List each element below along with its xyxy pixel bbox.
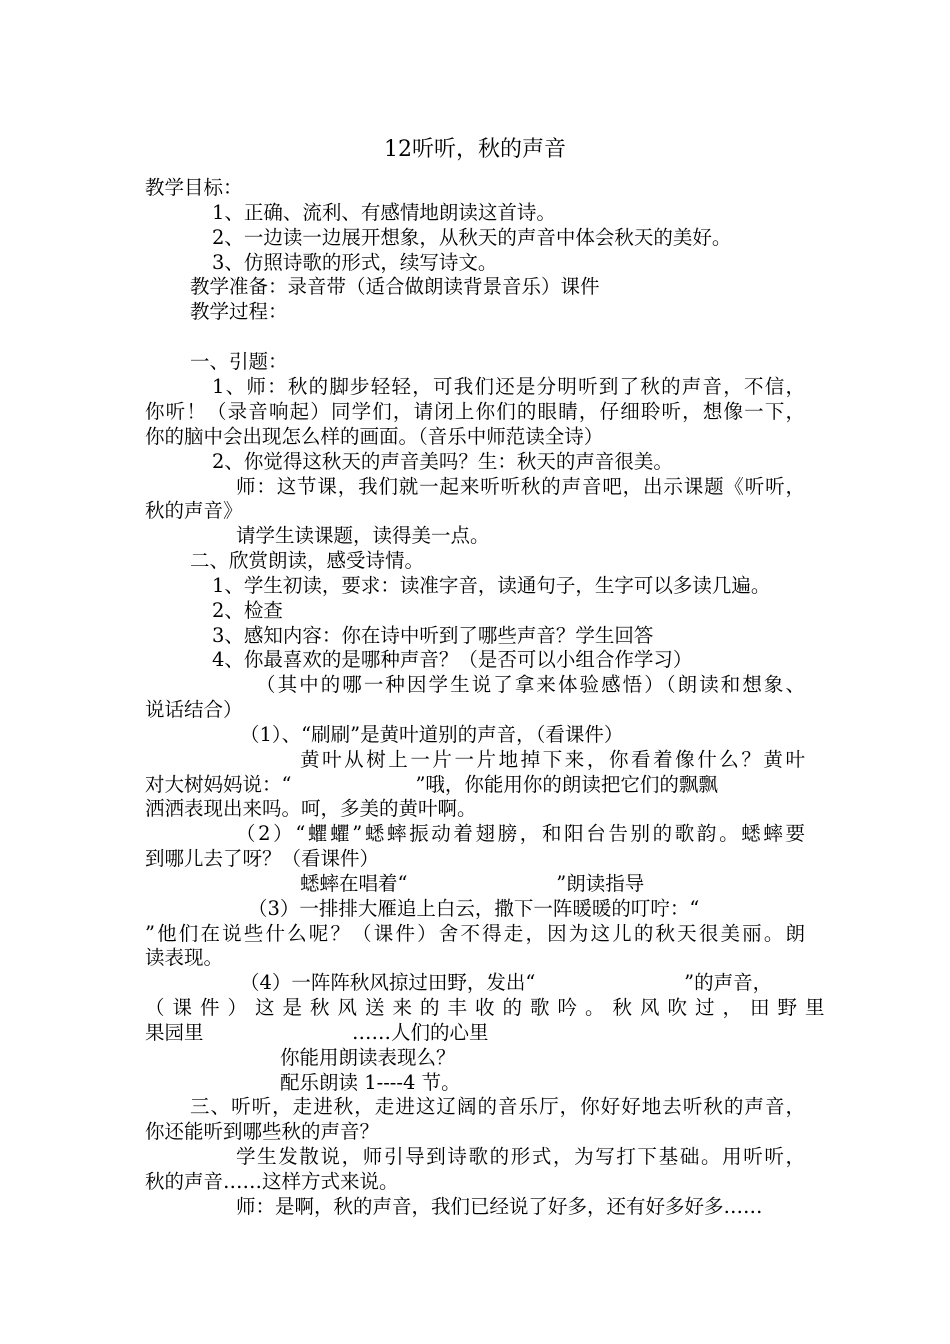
paragraph-line: 3、感知内容：你在诗中听到了哪些声音？学生回答 xyxy=(212,624,654,647)
paragraph-line: 2、检查 xyxy=(212,599,283,622)
section-3-line: 三、听听，走进秋，走进这辽阔的音乐厅，你好好地去听秋的声音， xyxy=(190,1095,805,1118)
paragraph-line: 请学生读课题，读得美一点。 xyxy=(236,524,490,547)
paragraph-line: 1、学生初读，要求：读准字音，读通句子，生字可以多读几遍。 xyxy=(212,574,771,597)
paragraph-line: 到哪儿去了呀？（看课件） xyxy=(145,847,380,870)
paragraph-line: 黄叶从树上一片一片地掉下来，你看着像什么？黄叶 xyxy=(300,748,805,771)
paragraph-line: 秋的声音》 xyxy=(145,499,243,522)
section-1-heading: 一、引题： xyxy=(190,350,288,373)
objective-1: 1、正确、流利、有感情地朗读这首诗。 xyxy=(212,201,556,224)
objective-3: 3、仿照诗歌的形式，续写诗文。 xyxy=(212,251,498,274)
paragraph-line: 配乐朗读 1----4 节。 xyxy=(280,1071,461,1094)
paragraph-line: 对大树妈妈说：“ ”哦，你能用你的朗读把它们的飘飘 xyxy=(145,773,718,796)
paragraph-line: 读表现。 xyxy=(145,946,224,969)
paragraph-line: 洒洒表现出来吗。呵，多美的黄叶啊。 xyxy=(145,797,477,820)
paragraph-line: ”他们在说些什么呢？（课件）舍不得走，因为这儿的秋天很美丽。朗 xyxy=(145,922,805,945)
paragraph-line: （1）、“刷刷”是黄叶道别的声音，（看课件） xyxy=(240,723,624,746)
paragraph-line: 你的脑中会出现怎么样的画面。（音乐中师范读全诗） xyxy=(145,425,604,448)
objective-2: 2、一边读一边展开想象，从秋天的声音中体会秋天的美好。 xyxy=(212,226,732,249)
process-heading: 教学过程： xyxy=(190,300,288,323)
paragraph-line: （3）一排排大雁追上白云，撒下一阵暖暖的叮咛：“ xyxy=(248,897,700,920)
paragraph-line: 秋的声音……这样方式来说。 xyxy=(145,1170,399,1193)
section-2-heading: 二、欣赏朗读，感受诗情。 xyxy=(190,549,425,572)
paragraph-line: 4、你最喜欢的是哪种声音？（是否可以小组合作学习） xyxy=(212,648,693,671)
paragraph-line: （其中的哪一种因学生说了拿来体验感悟）（朗读和想象、 xyxy=(256,673,805,696)
paragraph-line: 1、师：秋的脚步轻轻，可我们还是分明听到了秋的声音，不信， xyxy=(212,375,805,398)
paragraph-line: 果园里 xyxy=(145,1021,204,1044)
paragraph-line: （2）“蠷蠷”蟋蟀振动着翅膀，和阳台告别的歌韵。蟋蟀要 xyxy=(236,822,805,845)
preparation-line: 教学准备：录音带（适合做朗读背景音乐）课件 xyxy=(190,275,600,298)
paragraph-line: （课件）这是秋风送来的丰收的歌吟。秋风吹过，田野里 xyxy=(145,996,833,1019)
paragraph-line: ……人们的心里 xyxy=(352,1021,489,1044)
paragraph-line: 你还能听到哪些秋的声音？ xyxy=(145,1120,380,1143)
paragraph-line: 师：这节课，我们就一起来听听秋的声音吧，出示课题《听听， xyxy=(236,475,805,498)
paragraph-line: 你听！（录音响起）同学们，请闭上你们的眼睛，仔细聆听，想像一下， xyxy=(145,400,805,423)
paragraph-line: 说话结合） xyxy=(145,698,243,721)
paragraph-line: 2、你觉得这秋天的声音美吗？生：秋天的声音很美。 xyxy=(212,450,673,473)
objectives-heading: 教学目标： xyxy=(145,176,243,199)
paragraph-line: 蟋蟀在唱着“ ”朗读指导 xyxy=(300,872,645,895)
paragraph-line: 师：是啊，秋的声音，我们已经说了好多，还有好多好多…… xyxy=(236,1195,763,1218)
paragraph-line: 学生发散说，师引导到诗歌的形式，为写打下基础。用听听， xyxy=(236,1145,805,1168)
paragraph-line: （4）一阵阵秋风掠过田野，发出“ ”的声音， xyxy=(240,971,773,994)
paragraph-line: 你能用朗读表现么？ xyxy=(280,1046,456,1069)
document-title: 12听听，秋的声音 xyxy=(384,137,566,162)
